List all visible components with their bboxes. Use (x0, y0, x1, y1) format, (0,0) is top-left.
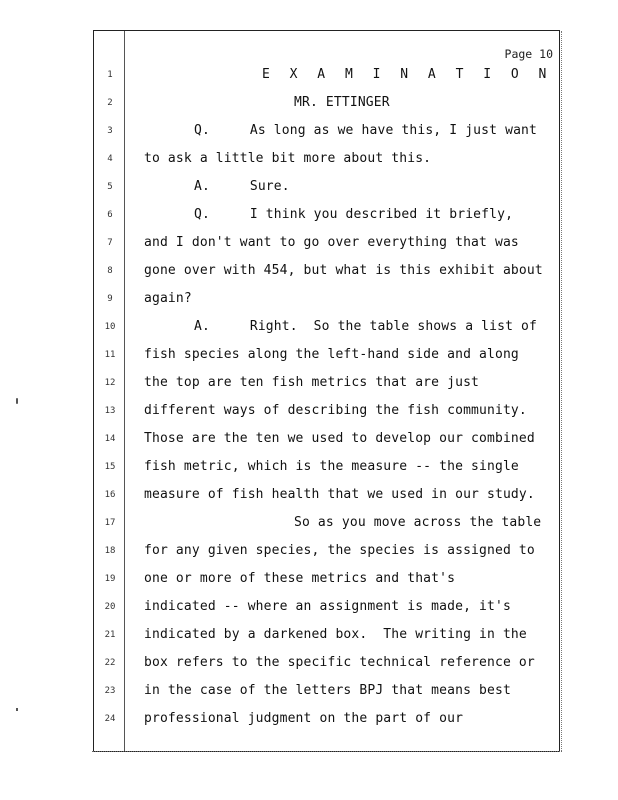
line-number: 23 (104, 686, 116, 696)
line-text: measure of fish health that we used in our study. (144, 487, 535, 502)
transcript-line (94, 67, 561, 87)
line-number: 22 (104, 658, 116, 668)
transcript-page (93, 30, 560, 752)
line-text: gone over with 454, but what is this exhibit about (144, 263, 543, 278)
line-number: 5 (107, 182, 113, 192)
line-text: Q. As long as we have this, I just want (194, 123, 537, 138)
line-number: 4 (107, 154, 113, 164)
line-number: 11 (104, 350, 116, 360)
line-text: MR. ETTINGER (294, 95, 390, 110)
transcript-line (94, 207, 561, 227)
transcript-line (94, 347, 561, 367)
transcript-line (94, 711, 561, 731)
transcript-line (94, 459, 561, 479)
line-text: indicated by a darkened box. The writing in the (144, 627, 527, 642)
transcript-line (94, 95, 561, 115)
line-text: for any given species, the species is assigned to (144, 543, 535, 558)
transcript-line (94, 263, 561, 283)
transcript-line (94, 179, 561, 199)
transcript-line (94, 151, 561, 171)
line-text: different ways of describing the fish community. (144, 403, 527, 418)
transcript-line (94, 235, 561, 255)
line-text: again? (144, 291, 192, 306)
line-number: 16 (104, 490, 116, 500)
line-number: 8 (107, 266, 113, 276)
transcript-line (94, 403, 561, 423)
transcript-line (94, 683, 561, 703)
line-number: 1 (107, 70, 113, 80)
line-number: 14 (104, 434, 116, 444)
line-number: 19 (104, 574, 116, 584)
line-number: 17 (104, 518, 116, 528)
line-text: Q. I think you described it briefly, (194, 207, 514, 222)
transcript-line (94, 599, 561, 619)
line-text: A. Right. So the table shows a list of (194, 319, 537, 334)
line-number: 24 (104, 714, 116, 724)
line-text: indicated -- where an assignment is made, it's (144, 599, 511, 614)
transcript-line (94, 123, 561, 143)
transcript-line (94, 543, 561, 563)
line-number: 13 (104, 406, 116, 416)
transcript-line (94, 655, 561, 675)
line-text: to ask a little bit more about this. (144, 151, 432, 166)
scan-speck (16, 398, 18, 404)
line-number: 15 (104, 462, 116, 472)
transcript-line (94, 571, 561, 591)
line-number: 12 (104, 378, 116, 388)
transcript-line (94, 431, 561, 451)
line-number: 6 (107, 210, 113, 220)
page-right-edge (561, 31, 562, 751)
transcript-line (94, 291, 561, 311)
line-text: fish species along the left-hand side and along (144, 347, 519, 362)
page-number-label: Page 10 (504, 47, 553, 61)
transcript-line (94, 375, 561, 395)
transcript-line (94, 515, 561, 535)
page-bottom-edge (92, 751, 562, 754)
line-number: 18 (104, 546, 116, 556)
line-number: 7 (107, 238, 113, 248)
transcript-line (94, 627, 561, 647)
line-text: professional judgment on the part of our (144, 711, 464, 726)
line-text: one or more of these metrics and that's (144, 571, 456, 586)
line-text: E X A M I N A T I O N (262, 67, 553, 82)
line-number: 20 (104, 602, 116, 612)
transcript-line (94, 487, 561, 507)
line-text: A. Sure. (194, 179, 290, 194)
line-text: Those are the ten we used to develop our combined (144, 431, 535, 446)
line-text: the top are ten fish metrics that are just (144, 375, 480, 390)
line-text: box refers to the specific technical reference or (144, 655, 535, 670)
scan-speck (16, 708, 18, 711)
line-text: fish metric, which is the measure -- the single (144, 459, 519, 474)
line-number: 3 (107, 126, 113, 136)
line-text: So as you move across the table (294, 515, 542, 530)
line-number: 2 (107, 98, 113, 108)
line-number: 21 (104, 630, 116, 640)
line-text: and I don't want to go over everything that was (144, 235, 519, 250)
line-text: in the case of the letters BPJ that means best (144, 683, 511, 698)
line-number: 10 (104, 322, 116, 332)
transcript-line (94, 319, 561, 339)
line-number: 9 (107, 294, 113, 304)
